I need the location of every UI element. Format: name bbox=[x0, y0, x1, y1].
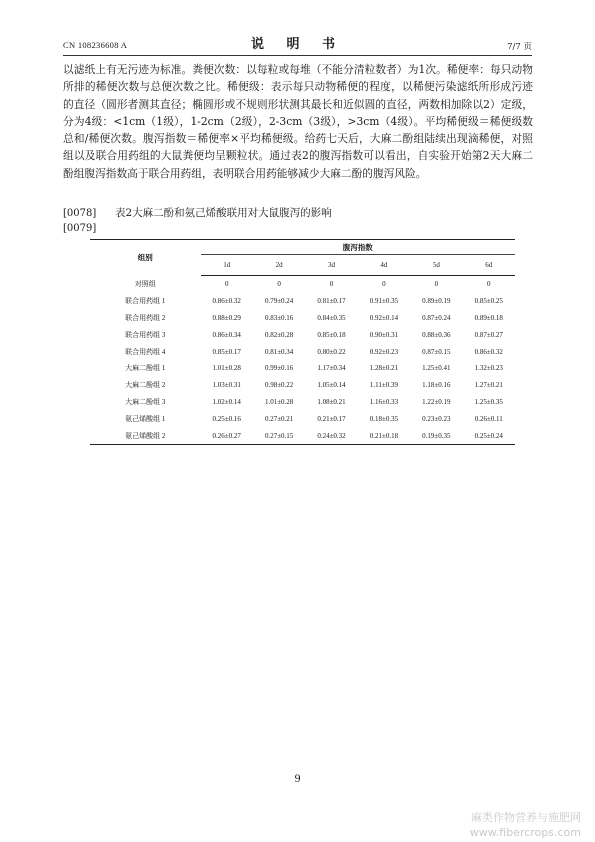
diarrhea-index-table bbox=[90, 239, 515, 445]
value-cell: 1.18±0.16 bbox=[422, 381, 451, 390]
value-cell: 1.11±0.39 bbox=[369, 381, 398, 390]
group-cell: 氨己烯酸组 1 bbox=[125, 414, 166, 423]
paragraph-number: [0078] bbox=[63, 208, 97, 219]
group-cell: 联合用药组 3 bbox=[125, 330, 166, 339]
value-cell: 0.92±0.23 bbox=[369, 347, 399, 356]
value-cell: 1.17±0.34 bbox=[317, 364, 346, 373]
value-cell: 0.24±0.32 bbox=[305, 427, 357, 444]
value-cell: 0.99±0.16 bbox=[264, 364, 294, 373]
table-row bbox=[90, 343, 515, 360]
table-row bbox=[90, 326, 515, 343]
value-cell: 0.23±0.23 bbox=[422, 414, 451, 423]
value-cell: 0.21±0.18 bbox=[358, 427, 410, 444]
value-cell: 0.88±0.36 bbox=[422, 330, 451, 339]
value-cell: 0.82±0.28 bbox=[264, 330, 294, 339]
group-cell: 氨己烯酸组 2 bbox=[90, 427, 201, 444]
value-cell: 1.22±0.19 bbox=[422, 397, 451, 406]
value-cell: 0.18±0.35 bbox=[369, 414, 399, 423]
value-cell: 1.08±0.21 bbox=[317, 397, 346, 406]
value-cell: 0.85±0.18 bbox=[317, 330, 346, 339]
value-cell: 0.86±0.34 bbox=[212, 330, 241, 339]
value-cell: 0 bbox=[277, 280, 281, 289]
value-cell: 0.87±0.24 bbox=[422, 313, 451, 322]
value-cell: 1.01±0.28 bbox=[212, 364, 241, 373]
group-cell: 联合用药组 4 bbox=[125, 347, 166, 356]
value-cell: 0.89±0.18 bbox=[474, 313, 503, 322]
value-cell: 0 bbox=[382, 280, 386, 289]
group-cell: 大麻二酚组 3 bbox=[125, 397, 166, 406]
page-header bbox=[63, 30, 532, 52]
watermark-url: www.fibercrops.com bbox=[469, 826, 581, 839]
table-row bbox=[90, 377, 515, 394]
value-cell: 0.92±0.14 bbox=[369, 313, 399, 322]
page-number: 9 bbox=[294, 774, 301, 785]
paragraph-0079 bbox=[63, 222, 115, 236]
value-cell: 0.88±0.29 bbox=[212, 313, 241, 322]
value-cell: 1.05±0.14 bbox=[317, 381, 346, 390]
day-header: 3d bbox=[305, 255, 357, 276]
day-header: 6d bbox=[463, 255, 515, 276]
day-header: 5d bbox=[410, 255, 462, 276]
value-cell: 1.27±0.21 bbox=[474, 381, 503, 390]
value-cell: 0.86±0.32 bbox=[212, 297, 241, 306]
body-paragraph: 以滤纸上有无污迹为标准。粪便次数：以每粒或每堆（不能分清粒数者）为1次。稀便率：每只动物所排的稀便次数与总便次数之比。稀便级：表示每只动物稀便的程度，以稀便污染滤纸所形成污迹的直径（圆形者测其直径；椭圆形或不规则形状测其最长和近似圆的直径，两数相加除以2）定级，分为4级：<1cm（1级），1-2cm（2级），2-3cm（3级），>3cm（4级）。平均稀便级＝稀便级数总和/稀便次数。腹泻指数＝稀便率×平均稀便级。给药七天后，大麻二酚组陆续出现滴稀便，对照组以及联合用药组的大鼠粪便均呈颗粒状。通过表2的腹泻指数可以看出，自实验开始第2天大麻二酚组腹泻指数高于联合用药组，表明联合用药能够减少大麻二酚的腹泻风险。 bbox=[63, 63, 533, 180]
value-cell: 0.87±0.15 bbox=[422, 347, 451, 356]
diarrhea-index-header: 腹泻指数 bbox=[201, 240, 516, 255]
value-cell: 1.02±0.14 bbox=[212, 397, 241, 406]
value-cell: 0.98±0.22 bbox=[264, 381, 294, 390]
value-cell: 0.27±0.21 bbox=[264, 414, 294, 423]
table-row bbox=[90, 276, 515, 293]
site-watermark bbox=[470, 810, 581, 840]
paragraph-0078 bbox=[63, 206, 332, 221]
value-cell: 0.79±0.24 bbox=[264, 297, 294, 306]
value-cell: 0.27±0.15 bbox=[253, 427, 305, 444]
value-cell: 0.91±0.35 bbox=[369, 297, 399, 306]
page-info: 7/7 页 bbox=[507, 42, 532, 52]
value-cell: 0.26±0.11 bbox=[474, 414, 503, 423]
value-cell: 0.84±0.35 bbox=[317, 313, 346, 322]
group-cell: 对照组 bbox=[134, 280, 156, 289]
group-cell: 联合用药组 2 bbox=[125, 313, 166, 322]
value-cell: 0.87±0.27 bbox=[474, 330, 503, 339]
value-cell: 0.89±0.19 bbox=[422, 297, 451, 306]
header-divider bbox=[63, 55, 532, 56]
value-cell: 0.19±0.35 bbox=[410, 427, 462, 444]
value-cell: 0.81±0.34 bbox=[264, 347, 294, 356]
patent-number: CN 108236608 A bbox=[63, 40, 128, 50]
group-column-header: 组别 bbox=[90, 240, 201, 276]
value-cell: 0 bbox=[224, 280, 229, 289]
value-cell: 0.85±0.25 bbox=[474, 297, 503, 306]
value-cell: 0.26±0.27 bbox=[201, 427, 253, 444]
day-header: 1d bbox=[201, 255, 253, 276]
value-cell: 1.01±0.28 bbox=[264, 397, 294, 406]
value-cell: 0.25±0.24 bbox=[463, 427, 515, 444]
table-row bbox=[90, 310, 515, 327]
value-cell: 1.03±0.31 bbox=[212, 381, 241, 390]
table-row bbox=[90, 394, 515, 411]
value-cell: 0.86±0.32 bbox=[474, 347, 503, 356]
value-cell: 0 bbox=[329, 280, 334, 289]
table-row bbox=[90, 293, 515, 310]
value-cell: 1.25±0.35 bbox=[474, 397, 503, 406]
group-cell: 大麻二酚组 2 bbox=[125, 381, 166, 390]
group-cell: 大麻二酚组 1 bbox=[125, 364, 166, 373]
document-title: 说 明 书 bbox=[250, 37, 345, 52]
watermark-site-name: 麻类作物营养与施肥网 bbox=[471, 811, 581, 824]
value-cell: 0 bbox=[487, 280, 491, 289]
value-cell: 0.90±0.31 bbox=[369, 330, 399, 339]
value-cell: 1.25±0.41 bbox=[422, 364, 451, 373]
value-cell: 0.21±0.17 bbox=[317, 414, 346, 423]
value-cell: 1.28±0.21 bbox=[369, 364, 399, 373]
value-cell: 0.81±0.17 bbox=[317, 297, 346, 306]
value-cell: 0.85±0.17 bbox=[212, 347, 241, 356]
value-cell: 0.80±0.22 bbox=[317, 347, 346, 356]
day-header: 4d bbox=[358, 255, 410, 276]
group-cell: 联合用药组 1 bbox=[125, 297, 166, 306]
paragraph-number: [0079] bbox=[63, 223, 97, 234]
value-cell: 1.32±0.23 bbox=[474, 364, 503, 373]
value-cell: 0.83±0.16 bbox=[264, 313, 294, 322]
table-row bbox=[90, 410, 515, 427]
value-cell: 0.25±0.16 bbox=[212, 414, 241, 423]
value-cell: 1.16±0.33 bbox=[369, 397, 399, 406]
table-caption: 表2大麻二酚和氨己烯酸联用对大鼠腹泻的影响 bbox=[115, 207, 332, 219]
table-row bbox=[90, 360, 515, 377]
table-row bbox=[90, 427, 515, 444]
value-cell: 0 bbox=[434, 280, 439, 289]
day-header: 2d bbox=[253, 255, 305, 276]
